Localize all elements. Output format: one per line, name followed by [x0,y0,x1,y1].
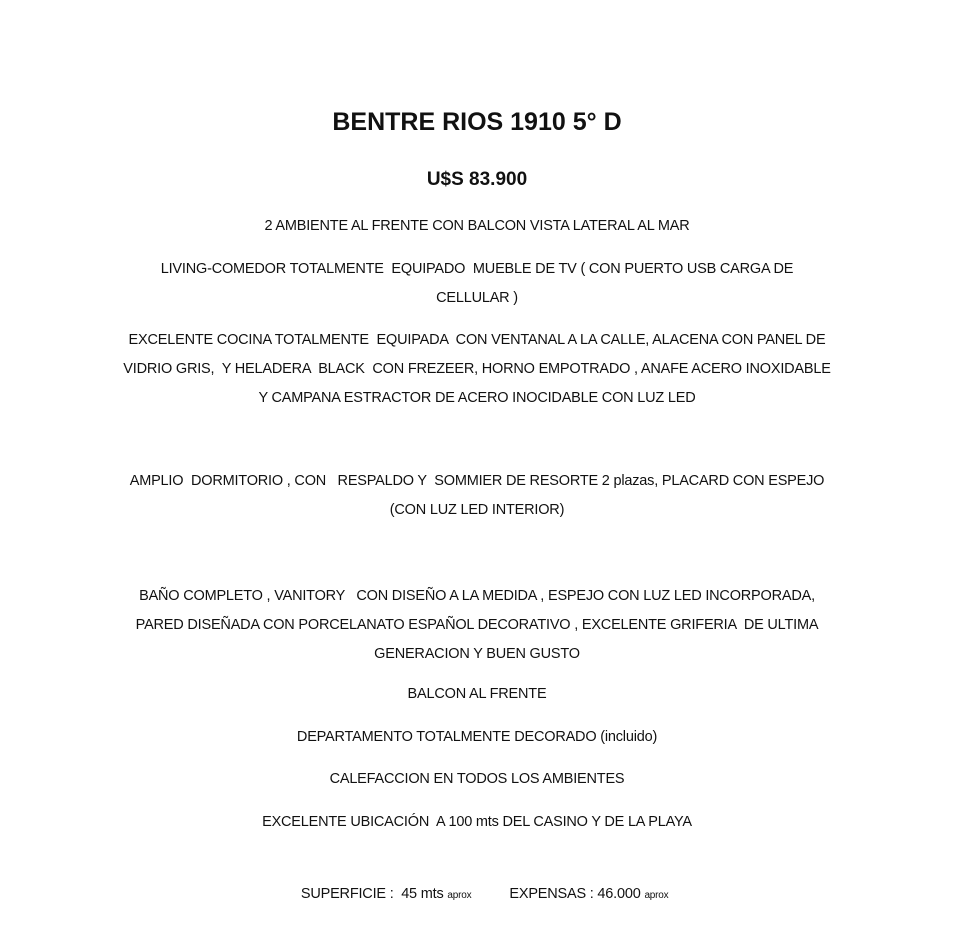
description-line-dormitorio-2: (CON LUZ LED INTERIOR) [389,502,565,518]
description-line-decorado: DEPARTAMENTO TOTALMENTE DECORADO (incluido) [296,729,658,745]
description-line-bano-3: GENERACION Y BUEN GUSTO [374,646,580,662]
description-line-cocina-1: EXCELENTE COCINA TOTALMENTE EQUIPADA CON VENTANAL A LA CALLE, ALACENA CON PANEL DE [128,332,826,348]
description-line-cocina-2: VIDRIO GRIS, Y HELADERA BLACK CON FREZEER, HORNO EMPOTRADO , ANAFE ACERO INOXIDABLE [123,361,831,377]
description-line-cocina-3: Y CAMPANA ESTRACTOR DE ACERO INOCIDABLE CON LUZ LED [258,390,696,406]
listing-title: BENTRE RIOS 1910 5° D [332,108,622,136]
description-line-calefaccion: CALEFACCION EN TODOS LOS AMBIENTES [329,771,625,787]
expensas-note: aprox [644,890,669,901]
listing-price: U$S 83.900 [426,169,528,190]
superficie-note: aprox [447,890,472,901]
description-line-ubicacion: EXCELENTE UBICACIÓN A 100 mts DEL CASINO Y DE LA PLAYA [262,814,692,830]
expensas-label: EXPENSAS : 46.000 [509,886,641,902]
description-line-bano-2: PARED DISEÑADA CON PORCELANATO ESPAÑOL DECORATIVO , EXCELENTE GRIFERIA DE ULTIMA [135,617,819,633]
description-line-balcon: BALCON AL FRENTE [407,686,547,702]
description-line-living-1: LIVING-COMEDOR TOTALMENTE EQUIPADO MUEBLE DE TV ( CON PUERTO USB CARGA DE [160,261,794,277]
description-line-dormitorio-1: AMPLIO DORMITORIO , CON RESPALDO Y SOMMIER DE RESORTE 2 plazas, PLACARD CON ESPEJO [129,473,825,489]
description-line-bano-1: BAÑO COMPLETO , VANITORY CON DISEÑO A LA MEDIDA , ESPEJO CON LUZ LED INCORPORADA, [139,588,815,604]
description-line-ambiente: 2 AMBIENTE AL FRENTE CON BALCON VISTA LATERAL AL MAR [264,218,690,234]
description-line-living-2: CELLULAR ) [436,290,518,306]
superficie-label: SUPERFICIE : 45 mts [300,886,444,902]
footer-details [0,851,954,939]
